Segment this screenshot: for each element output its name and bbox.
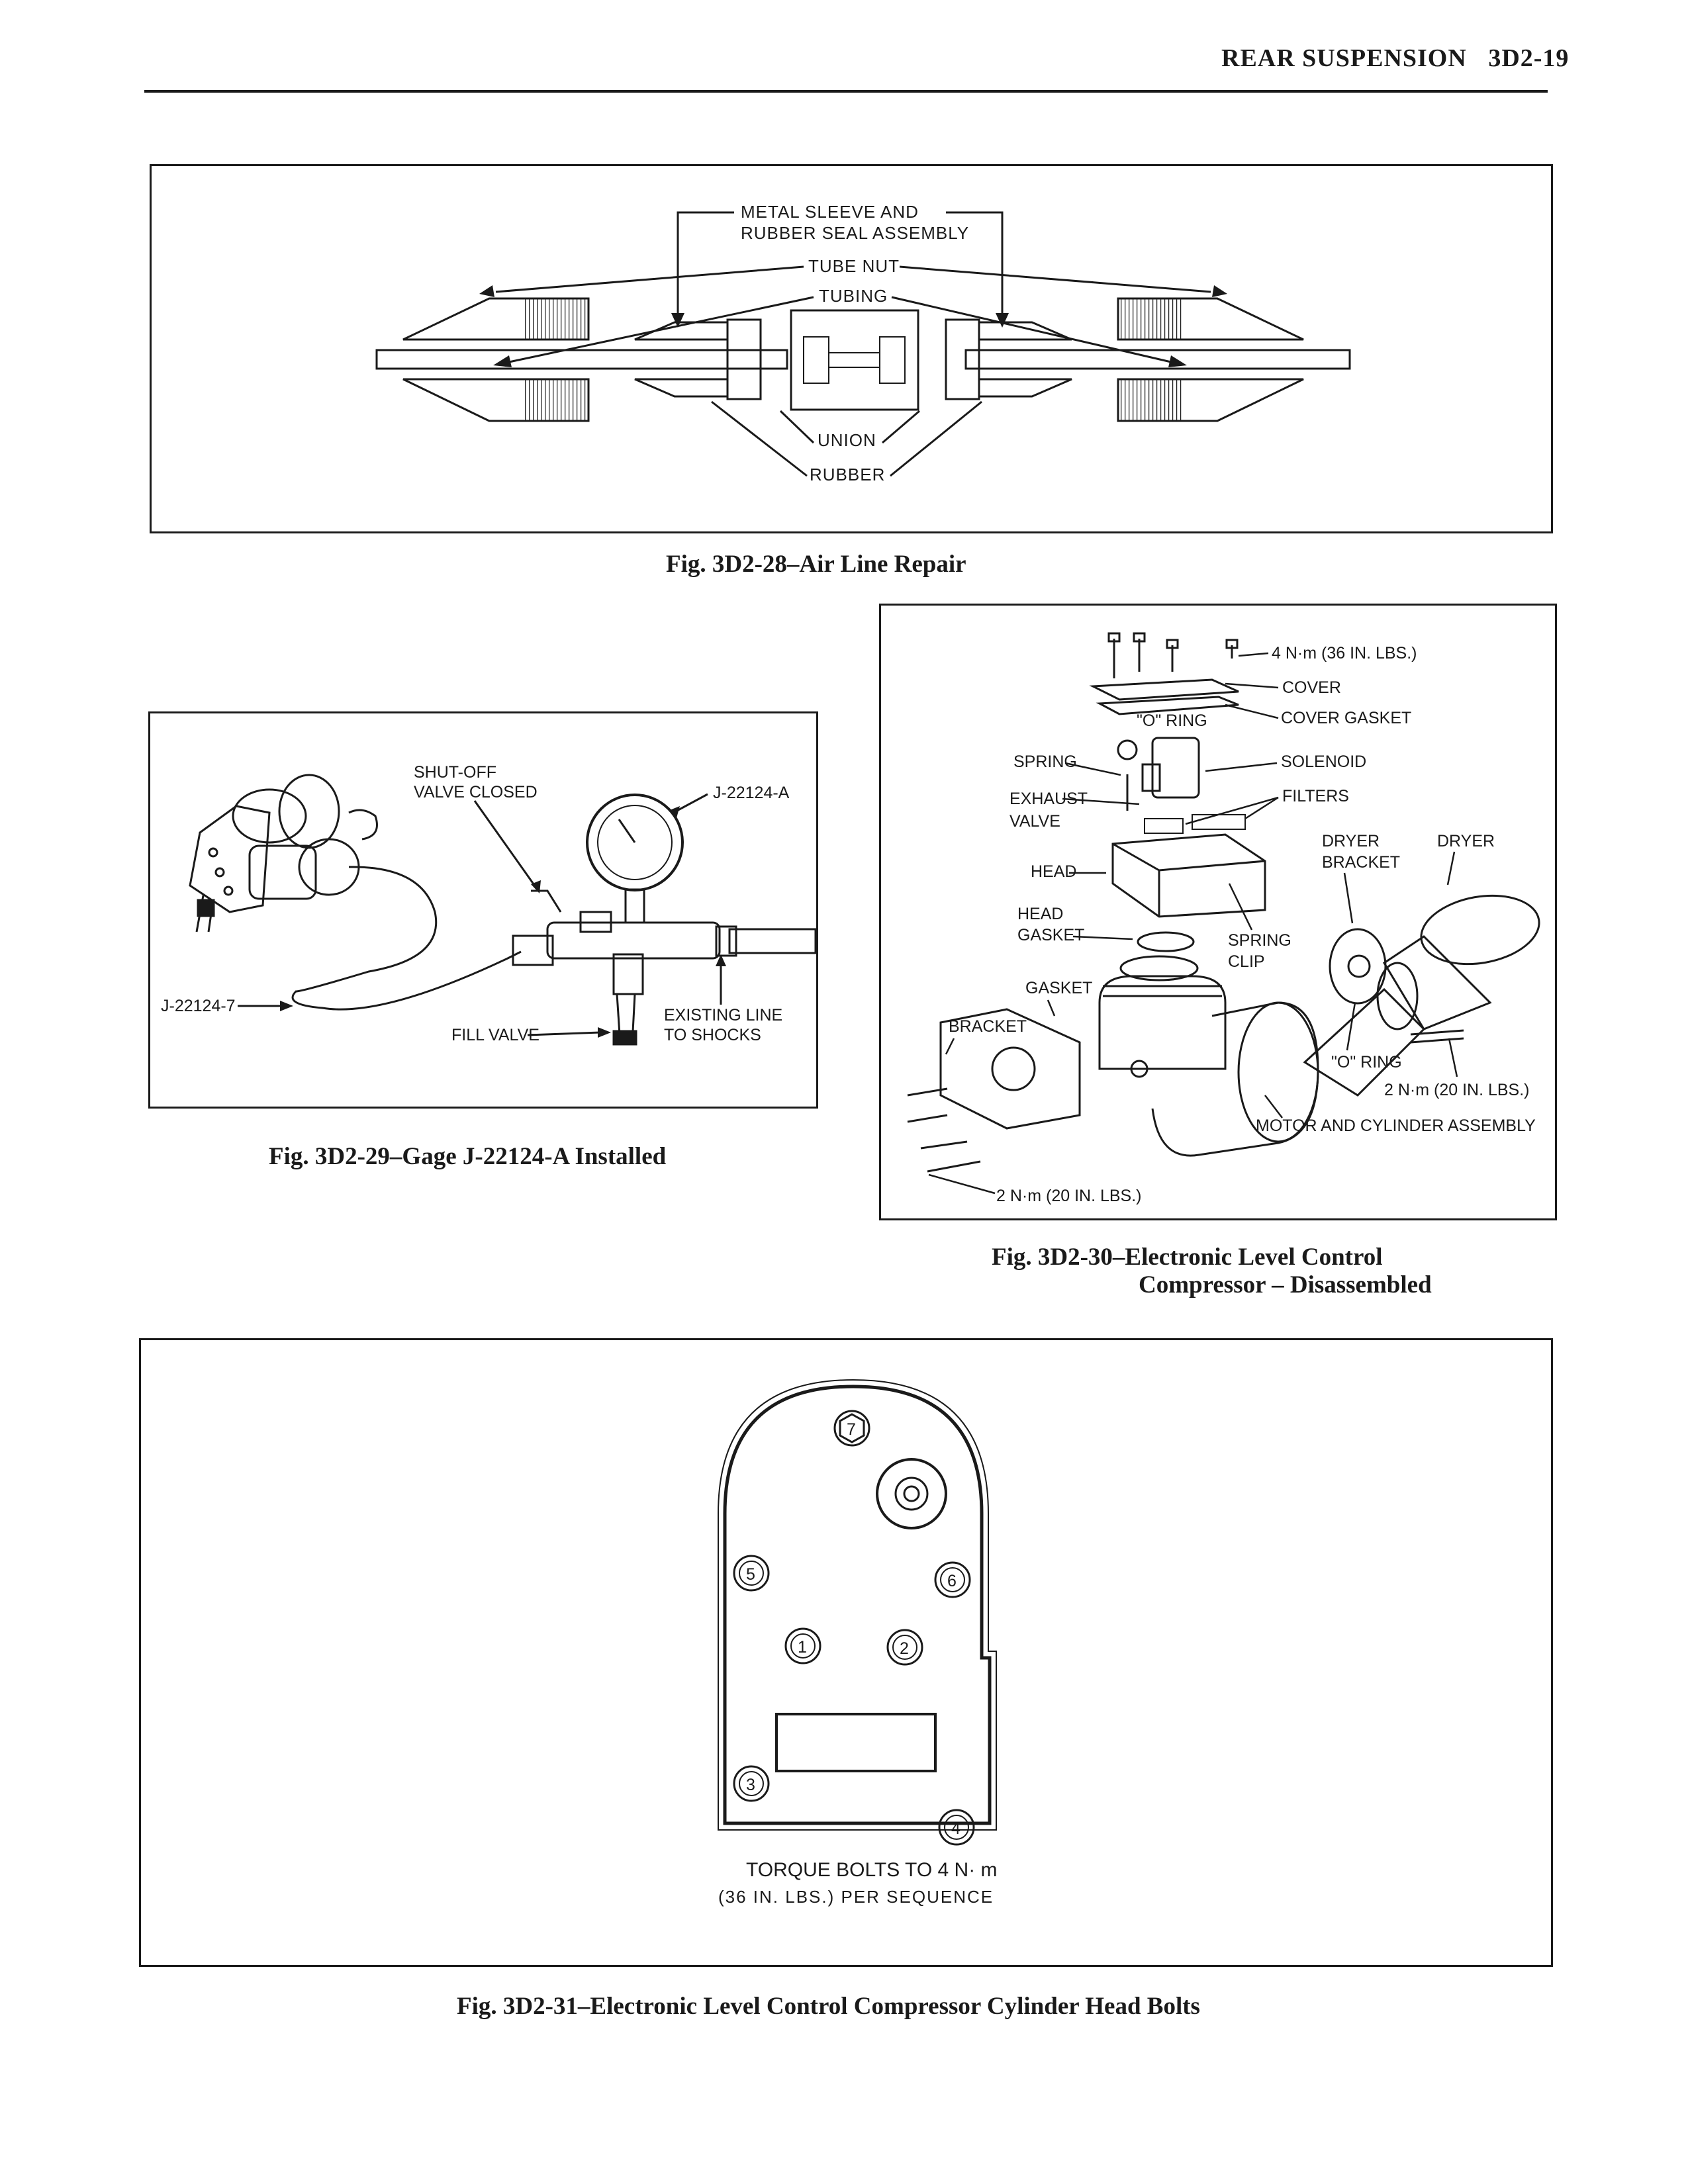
bolt-6 xyxy=(935,1563,970,1597)
solenoid-part xyxy=(1118,738,1199,811)
label-head-gasket-2: GASKET xyxy=(1017,926,1085,944)
label-exhaust-1: EXHAUST xyxy=(1009,790,1088,808)
tube-nut-right xyxy=(1118,298,1303,421)
figure-gage-installed xyxy=(148,711,818,1109)
bolt-7 xyxy=(835,1411,869,1445)
bolt-3 xyxy=(734,1766,769,1801)
fill-valve-stem xyxy=(614,994,636,1044)
running-header xyxy=(1221,44,1569,73)
compressor-leaders xyxy=(929,653,1457,1193)
gage-installed-illustration xyxy=(150,713,820,1111)
svg-text:5: 5 xyxy=(746,1565,755,1584)
figure-cylinder-head-bolts xyxy=(139,1338,1553,1967)
label-rubber: RUBBER xyxy=(810,465,886,484)
pressure-gage xyxy=(587,795,682,923)
tubing-left xyxy=(377,350,787,369)
label-spring: SPRING xyxy=(1013,752,1077,771)
label-dryer: DRYER xyxy=(1437,832,1495,850)
label-torque-top: 4 N·m (36 IN. LBS.) xyxy=(1272,644,1417,662)
fig30-caption-2: Compressor – Disassembled xyxy=(1139,1271,1432,1298)
label-existing-1: EXISTING LINE xyxy=(664,1006,783,1024)
gage-leaders xyxy=(238,794,721,1035)
label-fill-valve: FILL VALVE xyxy=(451,1026,539,1044)
compressor-sketch xyxy=(190,775,377,932)
bolt-5 xyxy=(734,1556,769,1590)
label-shutoff-1: SHUT-OFF xyxy=(414,763,496,782)
fig28-caption: Fig. 3D2-28–Air Line Repair xyxy=(666,551,966,578)
label-cover-gasket: COVER GASKET xyxy=(1281,709,1412,727)
label-torque-bottom: 2 N·m (20 IN. LBS.) xyxy=(996,1187,1142,1205)
head-part xyxy=(1113,835,1265,917)
air-line-repair-illustration xyxy=(152,166,1555,535)
fig30-caption-1: Fig. 3D2-30–Electronic Level Control xyxy=(992,1244,1383,1271)
fig29-caption: Fig. 3D2-29–Gage J-22124-A Installed xyxy=(269,1143,667,1170)
svg-text:1: 1 xyxy=(798,1638,807,1657)
figure-compressor-disassembled xyxy=(879,604,1557,1220)
cover-screws xyxy=(1109,633,1237,678)
svg-text:3: 3 xyxy=(746,1776,755,1794)
label-head: HEAD xyxy=(1031,862,1077,881)
filters-part xyxy=(1145,815,1245,833)
bolt-4 xyxy=(939,1810,974,1844)
label-o-ring-bottom: "O" RING xyxy=(1331,1053,1402,1071)
label-bracket: BRACKET xyxy=(949,1017,1027,1036)
head-gasket-part xyxy=(1138,933,1194,951)
label-head-gasket-1: HEAD xyxy=(1017,905,1064,923)
label-solenoid: SOLENOID xyxy=(1281,752,1367,771)
label-union: UNION xyxy=(818,430,876,450)
fig31-caption: Fig. 3D2-31–Electronic Level Control Compressor Cylinder Head Bolts xyxy=(457,1993,1200,2020)
label-tubing: TUBING xyxy=(819,286,888,306)
label-motor-cylinder: MOTOR AND CYLINDER ASSEMBLY xyxy=(1256,1116,1536,1135)
valve-body xyxy=(513,891,816,994)
label-existing-2: TO SHOCKS xyxy=(664,1026,761,1044)
label-cover: COVER xyxy=(1282,678,1341,697)
label-o-ring-top: "O" RING xyxy=(1137,711,1207,730)
cover-part xyxy=(1093,680,1239,714)
torque-note-1: TORQUE BOLTS TO 4 N· m xyxy=(746,1859,998,1881)
svg-text:6: 6 xyxy=(947,1572,957,1590)
label-spring-clip-1: SPRING xyxy=(1228,931,1291,950)
valve-boss xyxy=(877,1459,946,1528)
label-hose: J-22124-7 xyxy=(161,997,236,1015)
head-label-plate xyxy=(776,1714,935,1771)
union-fitting xyxy=(791,310,918,410)
section-title: REAR SUSPENSION xyxy=(1221,44,1467,72)
label-tube-nut: TUBE NUT xyxy=(808,256,900,276)
label-gage: J-22124-A xyxy=(713,784,790,802)
bolt-1 xyxy=(786,1629,820,1663)
label-shutoff-2: VALVE CLOSED xyxy=(414,783,538,801)
tube-nut-left xyxy=(403,298,588,421)
hose-line xyxy=(293,867,521,1009)
header-rule xyxy=(144,90,1548,93)
label-gasket: GASKET xyxy=(1025,979,1093,997)
svg-text:4: 4 xyxy=(951,1819,961,1838)
compressor-disassembled-illustration xyxy=(881,606,1559,1222)
label-exhaust-2: VALVE xyxy=(1009,812,1060,831)
dryer-part xyxy=(1378,887,1544,1042)
label-torque-right: 2 N·m (20 IN. LBS.) xyxy=(1384,1081,1530,1099)
cylinder-head-illustration xyxy=(141,1340,1555,1969)
figure-air-line-repair xyxy=(150,164,1553,533)
svg-text:7: 7 xyxy=(847,1420,856,1439)
torque-note-2: (36 IN. LBS.) PER SEQUENCE xyxy=(718,1887,994,1907)
page-number: 3D2-19 xyxy=(1488,44,1570,72)
svg-text:2: 2 xyxy=(900,1639,909,1658)
label-filters: FILTERS xyxy=(1282,787,1349,805)
label-metal-sleeve-2: RUBBER SEAL ASSEMBLY xyxy=(741,223,970,243)
label-metal-sleeve-1: METAL SLEEVE AND xyxy=(741,202,919,222)
label-dryer-bracket-1: DRYER xyxy=(1322,832,1380,850)
cylinder-head-plate xyxy=(725,1387,990,1823)
label-dryer-bracket-2: BRACKET xyxy=(1322,853,1401,872)
bolt-2 xyxy=(888,1630,922,1664)
label-spring-clip-2: CLIP xyxy=(1228,952,1265,971)
